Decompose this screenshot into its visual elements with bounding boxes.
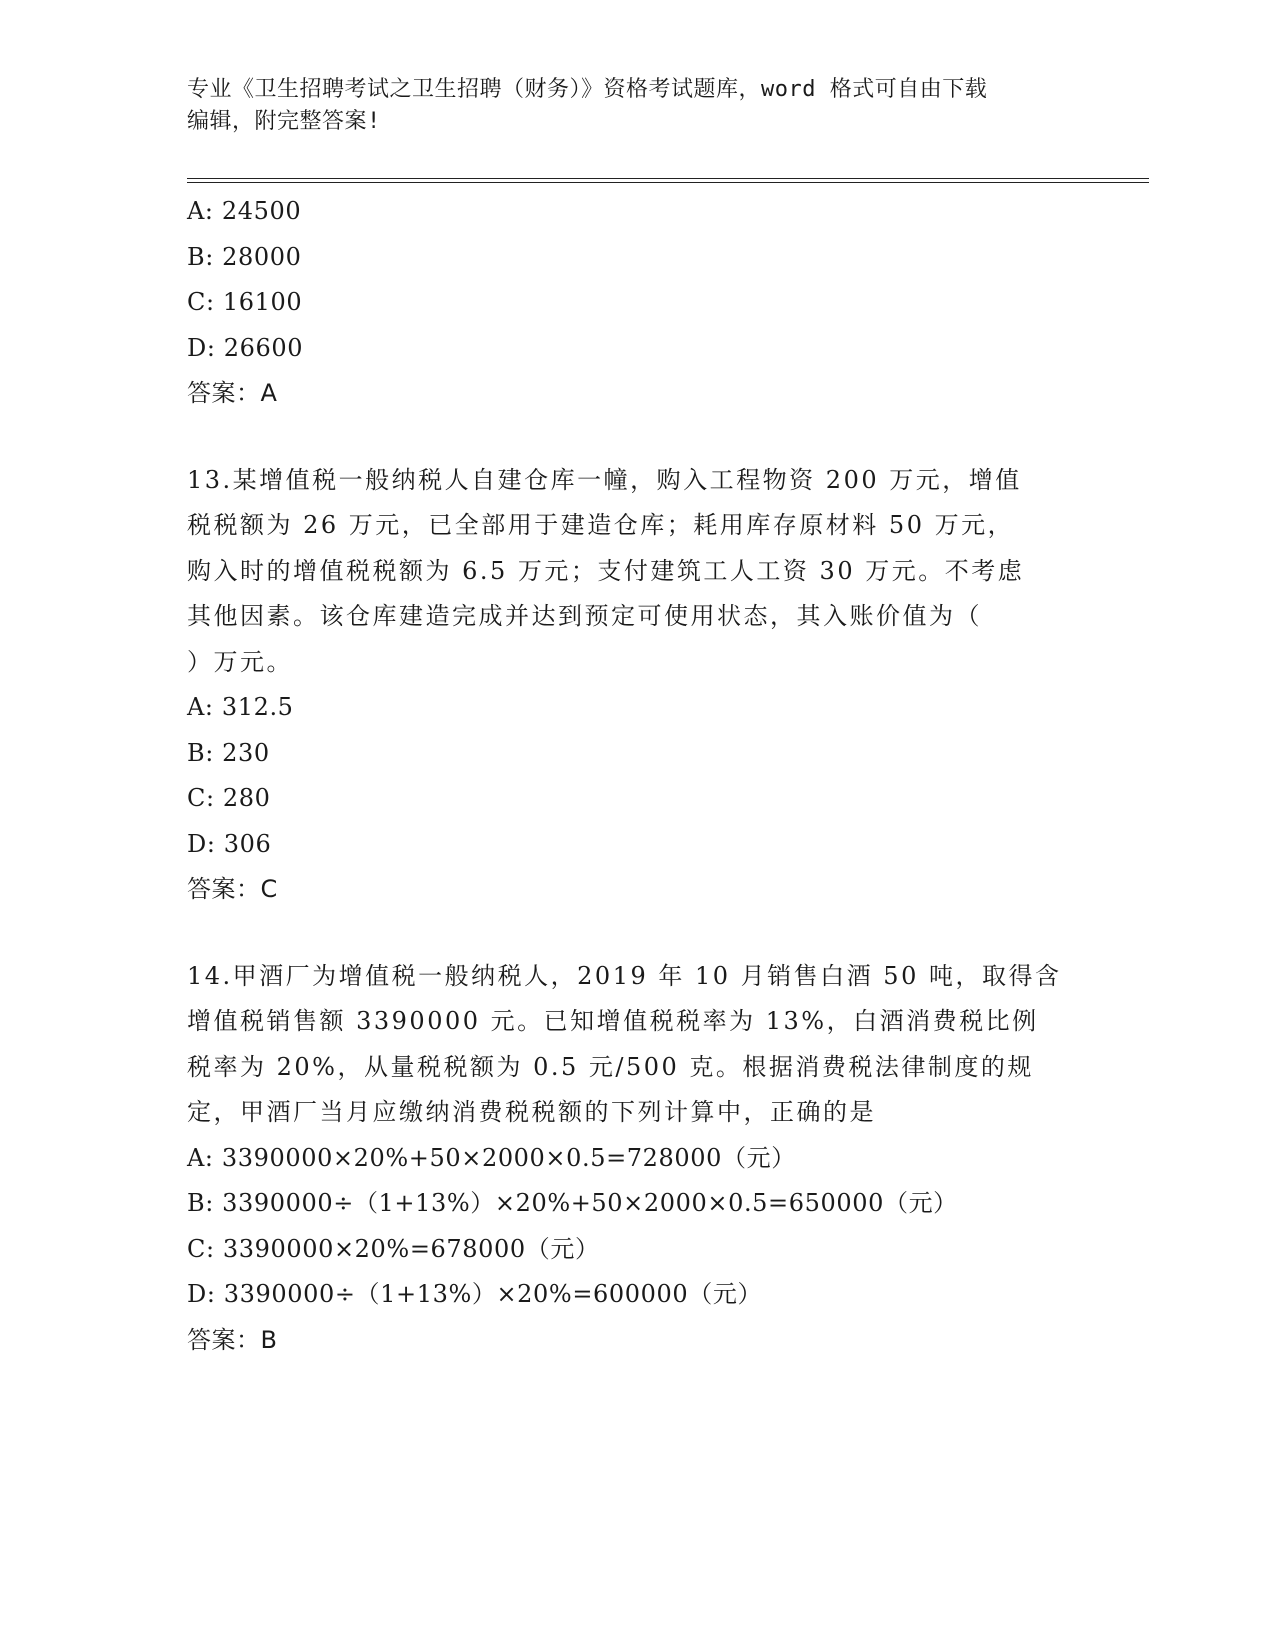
option-d: D: 26600 <box>187 333 304 362</box>
question-text-line: 其他因素。该仓库建造完成并达到预定可使用状态，其入账价值为（ <box>187 602 982 630</box>
option-b: B: 3390000÷（1+13%）×20%+50×2000×0.5=650000（元） <box>187 1189 958 1217</box>
answer: 答案：A <box>187 379 278 407</box>
option-b: B: 28000 <box>187 242 302 271</box>
header-line-1: 专业《卫生招聘考试之卫生招聘（财务）》资格考试题库，word 格式可自由下载 <box>187 77 988 102</box>
option-a: A: 3390000×20%+50×2000×0.5=728000（元） <box>187 1143 796 1172</box>
question-text-line: ）万元。 <box>187 647 293 676</box>
question-13 <box>187 458 1087 913</box>
option-b: B: 230 <box>187 738 270 767</box>
option-d: D: 3390000÷（1+13%）×20%=600000（元） <box>187 1280 763 1308</box>
option-c: C: 3390000×20%=678000（元） <box>187 1234 600 1263</box>
question-text-line: 增值税销售额 3390000 元。已知增值税税率为 13%，白酒消费税比例 <box>187 1007 1039 1035</box>
answer: 答案：B <box>187 1325 278 1354</box>
spacer <box>187 417 1087 458</box>
question-text-line: 税税额为 26 万元，已全部用于建造仓库；耗用库存原材料 50 万元， <box>187 511 1015 539</box>
question-12 <box>187 189 1087 417</box>
option-c: C: 16100 <box>187 288 303 316</box>
question-text-line: 定，甲酒厂当月应缴纳消费税税额的下列计算中，正确的是 <box>187 1098 876 1126</box>
question-text-line: 13.某增值税一般纳税人自建仓库一幢，购入工程物资 200 万元，增值 <box>187 465 1022 494</box>
header-divider <box>187 178 1149 183</box>
option-d: D: 306 <box>187 829 272 858</box>
document-body <box>187 189 1087 1363</box>
question-text-line: 14.甲酒厂为增值税一般纳税人，2019 年 10 月销售白酒 50 吨，取得含 <box>187 961 1062 990</box>
question-14 <box>187 954 1087 1364</box>
spacer <box>187 913 1087 954</box>
question-text-line: 税率为 20%，从量税税额为 0.5 元/500 克。根据消费税法律制度的规 <box>187 1052 1034 1081</box>
option-c: C: 280 <box>187 784 271 812</box>
answer: 答案：C <box>187 875 278 903</box>
option-a: A: 312.5 <box>187 693 294 721</box>
page-header <box>187 74 1087 138</box>
header-line-2: 编辑，附完整答案! <box>187 109 381 134</box>
option-a: A: 24500 <box>187 197 302 225</box>
question-text-line: 购入时的增值税税额为 6.5 万元；支付建筑工人工资 30 万元。不考虑 <box>187 556 1025 585</box>
